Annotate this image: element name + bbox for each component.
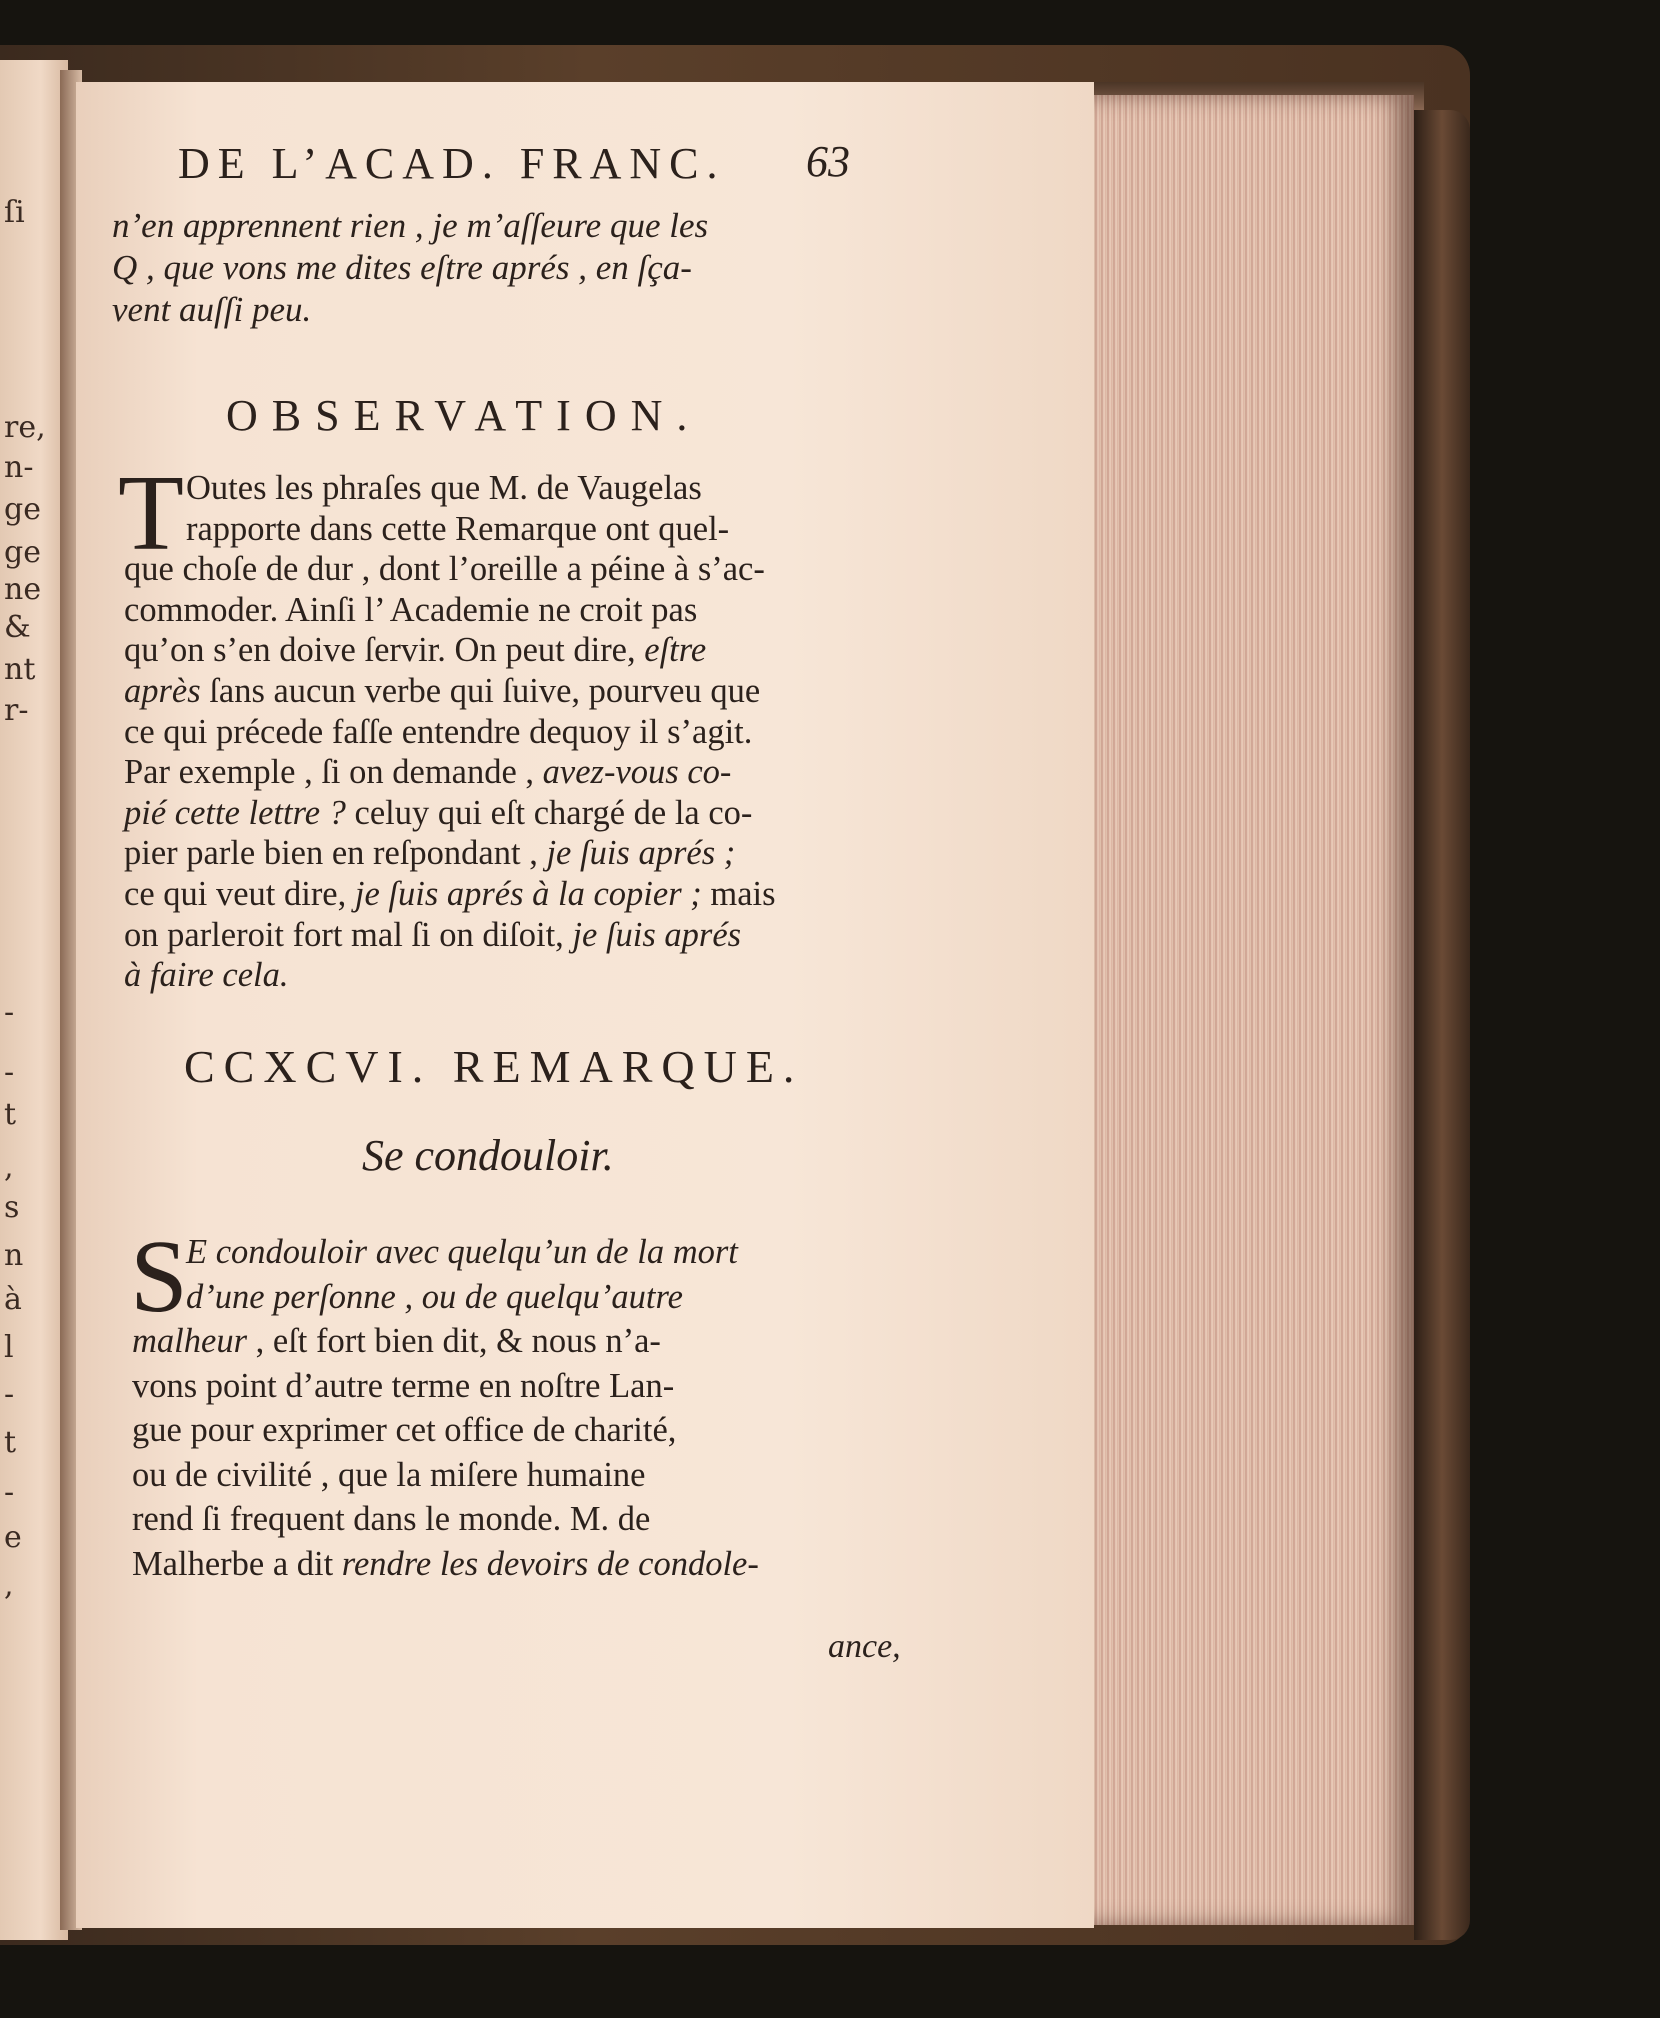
previous-page-margin-glyph: ne: [4, 572, 42, 607]
text-segment: eſtre: [644, 631, 707, 670]
observation-line: [124, 833, 735, 873]
previous-page-margin-glyph: s: [4, 1190, 20, 1225]
continuation-line: Q , que vons me dites eſtre aprés , en ſça-: [112, 248, 692, 287]
text-segment: avez-vous co-: [542, 753, 732, 792]
text-segment: Outes les phraſes que M. de Vaugelas: [186, 469, 702, 507]
remarque-line: [132, 1499, 650, 1539]
text-segment: mais: [701, 875, 776, 913]
continuation-line: vent auſſi peu.: [112, 290, 312, 329]
remarque-line: [186, 1277, 683, 1317]
observation-line: [124, 549, 765, 589]
text-segment: commoder. Ainſi l’ Academie ne croit pas: [124, 590, 698, 629]
text-segment: ce qui veut dire,: [124, 875, 355, 913]
remarque-drop-cap: S: [130, 1219, 188, 1334]
text-segment: on parleroit fort mal ſi on diſoit,: [124, 915, 573, 954]
text-segment: Par exemple , ſi on demande ,: [124, 753, 543, 792]
observation-line: [124, 752, 731, 792]
text-segment: rapporte dans cette Remarque ont quel-: [186, 509, 730, 548]
previous-page-margin-glyph: ,: [4, 1568, 14, 1603]
text-segment: que choſe de dur , dont l’oreille a péine à s’ac-: [124, 550, 765, 589]
previous-page-margin-glyph: t: [4, 1097, 17, 1132]
previous-page-margin-glyph: -: [4, 1475, 15, 1510]
running-head-title: DE L’ACAD. FRANC.: [178, 139, 726, 188]
page-edges: [1094, 95, 1414, 1925]
text-segment: rendre les devoirs de condole-: [341, 1544, 759, 1583]
observation-line: [124, 671, 760, 711]
remarque-line: [132, 1321, 661, 1361]
text-segment: ce qui précede faſſe entendre dequoy il s’agit.: [124, 712, 753, 751]
text-segment: qu’on s’en doive ſervir. On peut dire,: [124, 631, 645, 670]
previous-page-margin-text: [0, 0, 68, 2018]
page-number: 63: [806, 137, 850, 186]
text-segment: ou de civilité , que la miſere humaine: [132, 1455, 646, 1494]
book-fore-edge-cover: [1414, 110, 1470, 1940]
remarque-line: [132, 1455, 646, 1495]
text-segment: d’une perſonne , ou de quelqu’autre: [186, 1277, 683, 1316]
text-segment: vons point d’autre terme en noſtre Lan-: [132, 1366, 675, 1405]
remarque-line: [132, 1410, 676, 1450]
continuation-line: n’en apprennent rien , je m’aſſeure que les: [112, 206, 709, 245]
text-segment: , eſt fort bien dit, & nous n’a-: [247, 1322, 661, 1360]
observation-line: [186, 468, 702, 508]
observation-line: [124, 712, 752, 752]
text-segment: E condouloir avec quelqu’un de la mort: [186, 1233, 738, 1271]
observation-drop-cap: T: [118, 454, 184, 573]
previous-page-margin-glyph: &: [4, 610, 31, 645]
text-segment: je ſuis aprés ;: [546, 834, 736, 873]
text-segment: malheur: [132, 1322, 247, 1360]
previous-page-margin-glyph: l: [4, 1330, 14, 1365]
observation-line: [124, 915, 741, 955]
observation-line: [124, 793, 752, 833]
previous-page-margin-glyph: -: [4, 995, 15, 1030]
text-segment: gue pour exprimer cet office de charité,: [132, 1411, 677, 1449]
remarque-line: [132, 1544, 759, 1584]
previous-page-margin-glyph: n: [4, 1238, 24, 1273]
observation-line: [186, 509, 729, 549]
text-segment: rend ſi frequent dans le monde. M. de: [132, 1500, 651, 1538]
observation-line: [124, 874, 776, 914]
previous-page-margin-glyph: nt: [4, 652, 36, 687]
page-63: [76, 82, 1094, 1928]
catchword: ance,: [828, 1628, 901, 1665]
text-segment: après: [124, 672, 201, 710]
text-segment: Malherbe a dit: [132, 1544, 342, 1583]
remarque-heading: CCXCVI. REMARQUE.: [184, 1041, 804, 1092]
text-segment: celuy qui eſt chargé de la co-: [345, 793, 753, 832]
previous-page-margin-glyph: n-: [4, 450, 34, 485]
previous-page-margin-glyph: -: [4, 1055, 15, 1090]
previous-page-margin-glyph: e: [4, 1520, 22, 1555]
previous-page-margin-glyph: ,: [4, 1150, 14, 1185]
text-segment: je ſuis aprés: [572, 915, 742, 954]
text-segment: ſans aucun verbe qui ſuive, pourveu que: [200, 672, 761, 710]
observation-line: [124, 590, 697, 630]
remarque-line: [132, 1366, 674, 1406]
text-segment: pier parle bien en reſpondant ,: [124, 834, 547, 873]
text-segment: je ſuis aprés à la copier ;: [354, 875, 702, 913]
previous-page-margin-glyph: ge: [4, 535, 41, 570]
previous-page-margin-glyph: re,: [4, 410, 46, 445]
remarque-subtitle: Se condouloir.: [362, 1131, 614, 1180]
previous-page-margin-glyph: ſi: [4, 195, 25, 230]
observation-line: [124, 630, 706, 670]
previous-page-margin-glyph: ge: [4, 492, 41, 527]
previous-page-margin-glyph: à: [4, 1282, 22, 1317]
text-segment: à faire cela.: [124, 956, 289, 995]
observation-line: [124, 955, 288, 995]
observation-heading: OBSERVATION.: [226, 391, 702, 440]
previous-page-margin-glyph: r-: [4, 693, 29, 728]
text-segment: pié cette lettre ?: [124, 793, 346, 832]
previous-page-margin-glyph: -: [4, 1377, 15, 1412]
previous-page-margin-glyph: t: [4, 1425, 17, 1460]
remarque-line: [186, 1232, 738, 1272]
